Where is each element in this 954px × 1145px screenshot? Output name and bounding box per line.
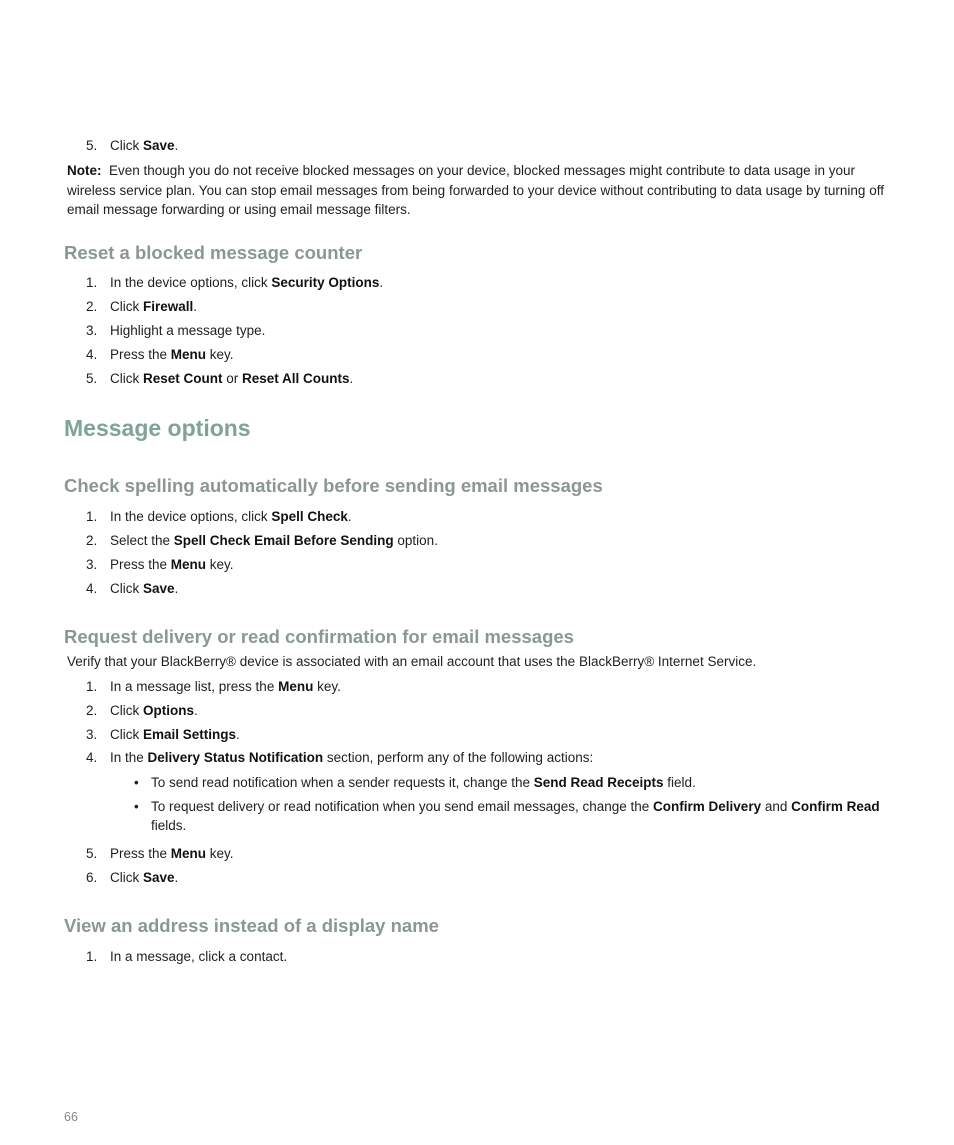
- step-item: 1. In a message list, press the Menu key.: [86, 679, 341, 694]
- bullet-item: • To send read notification when a sender requests it, change the Send Read Receipts field.: [134, 775, 696, 790]
- step-item: 3. Click Email Settings.: [86, 727, 240, 742]
- note-label: Note:: [67, 163, 102, 178]
- step-item: 3. Press the Menu key.: [86, 557, 234, 572]
- step-item: 3. Highlight a message type.: [86, 323, 266, 338]
- step-item: 2. Click Firewall.: [86, 299, 198, 314]
- step-item: 6. Click Save.: [86, 870, 179, 885]
- section-heading-address: View an address instead of a display name: [64, 915, 439, 936]
- page-number: 66: [64, 1110, 78, 1124]
- delivery-intro: Verify that your BlackBerry® device is associated with an email account that uses the BlackBerry® Internet Service.: [67, 654, 757, 669]
- step-item: 5. Click Reset Count or Reset All Counts.: [86, 371, 354, 386]
- note-text: Even though you do not receive blocked messages on your device, blocked messages might contribute to data usage in your wireless service plan. You can stop email messages from being forwarded to your device without contributing to data usage by turning off email message forwarding or using email message filters.: [67, 163, 884, 217]
- note-paragraph: [67, 161, 897, 220]
- main-heading: Message options: [64, 415, 251, 441]
- step-item: 1. In the device options, click Security Options.: [86, 275, 384, 290]
- step-item: 4. Press the Menu key.: [86, 347, 234, 362]
- step-item: 2. Select the Spell Check Email Before Sending option.: [86, 533, 438, 548]
- section-heading-delivery: Request delivery or read confirmation for email messages: [64, 626, 574, 647]
- bullet-icon: •: [134, 799, 139, 814]
- section-heading-reset: Reset a blocked message counter: [64, 242, 363, 263]
- step-item: 2. Click Options.: [86, 703, 198, 718]
- step-item: 1. In the device options, click Spell Check.: [86, 509, 352, 524]
- step-item: 5. Press the Menu key.: [86, 846, 234, 861]
- step-item: 4. In the Delivery Status Notification section, perform any of the following actions:: [86, 750, 594, 765]
- step-item: 4. Click Save.: [86, 581, 179, 596]
- step-item: 5. Click Save.: [86, 138, 179, 153]
- section-heading-spell-check: Check spelling automatically before sending email messages: [64, 475, 603, 496]
- bullet-icon: •: [134, 775, 139, 790]
- bullet-item: • To request delivery or read notification when you send email messages, change the Confirm Delivery and Confirm Read fields.: [134, 799, 880, 833]
- step-item: 1. In a message, click a contact.: [86, 949, 288, 964]
